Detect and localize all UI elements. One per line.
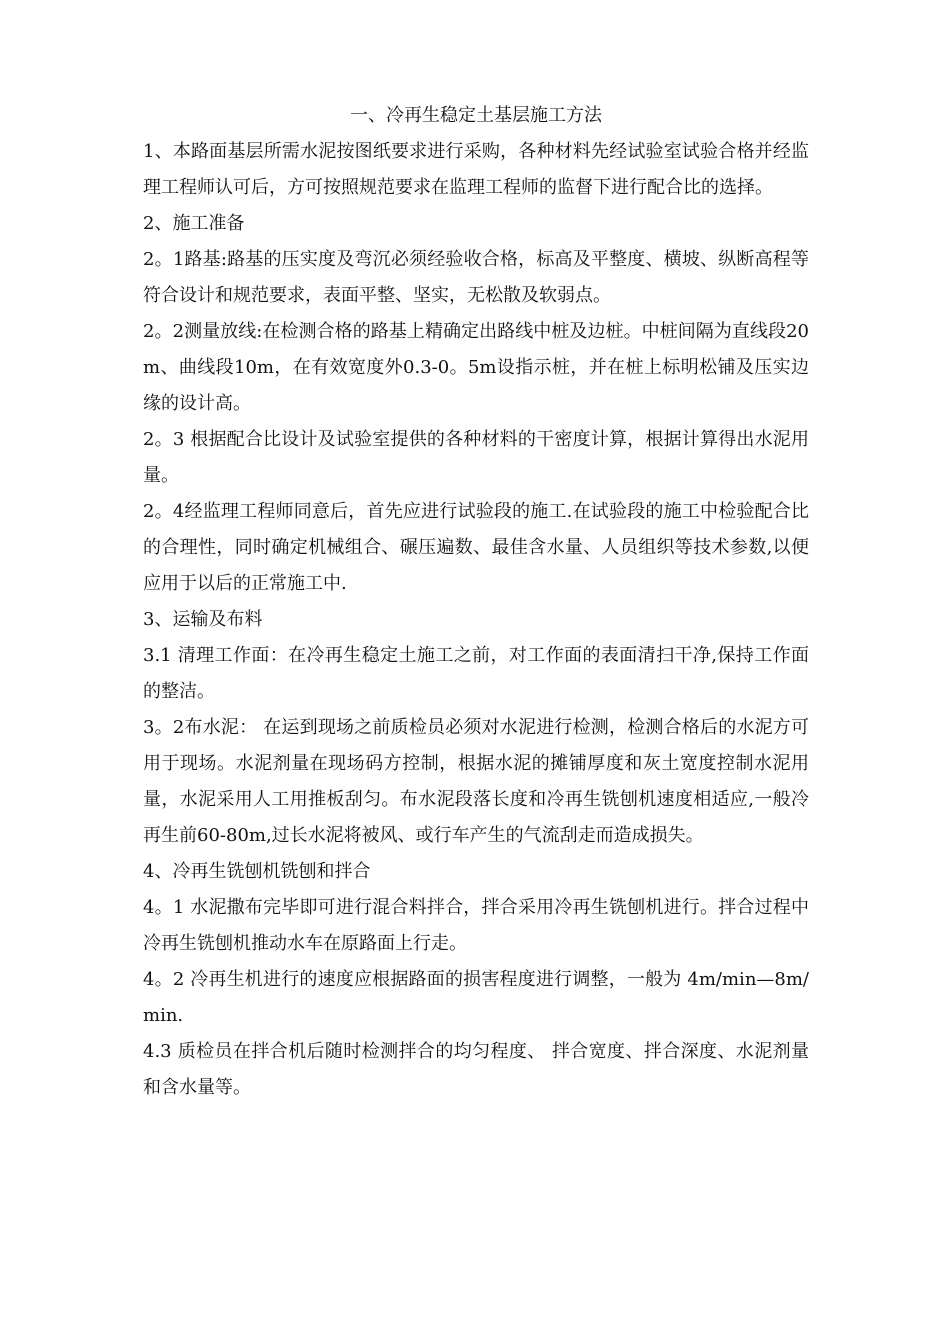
section-heading-3: 3、运输及布料 [143,609,263,630]
document-page [143,98,809,1106]
paragraph-3-1: 3.1 清理工作面：在冷再生稳定土施工之前，对工作面的表面清扫干净,保持工作面的整洁。 [143,645,809,702]
paragraph-3-2: 3。2布水泥： 在运到现场之前质检员必须对水泥进行检测，检测合格后的水泥方可用于现场。水泥剂量在现场码方控制，根据水泥的摊铺厚度和灰土宽度控制水泥用量，水泥采用人工用推板刮匀。布水泥段落长度和冷再生铣刨机速度相适应,一般冷再生前60-80m,过长水泥将被风、或行车产生的气流刮走而造成损失。 [143,717,809,846]
paragraph-1: 1、本路面基层所需水泥按图纸要求进行采购，各种材料先经试验室试验合格并经监理工程师认可后，方可按照规范要求在监理工程师的监督下进行配合比的选择。 [143,141,809,198]
paragraph-2-3: 2。3 根据配合比设计及试验室提供的各种材料的干密度计算，根据计算得出水泥用量。 [143,429,809,486]
section-heading-2: 2、施工准备 [143,213,245,234]
paragraph-4-1: 4。1 水泥撒布完毕即可进行混合料拌合，拌合采用冷再生铣刨机进行。拌合过程中冷再生铣刨机推动水车在原路面上行走。 [143,897,809,954]
document-title: 一、冷再生稳定土基层施工方法 [350,105,602,126]
section-heading-4: 4、冷再生铣刨机铣刨和拌合 [143,861,371,882]
paragraph-2-1: 2。1路基:路基的压实度及弯沉必须经验收合格，标高及平整度、横坡、纵断高程等符合设计和规范要求，表面平整、坚实，无松散及软弱点。 [143,249,809,306]
paragraph-2-2: 2。2测量放线:在检测合格的路基上精确定出路线中桩及边桩。中桩间隔为直线段20m、曲线段10m，在有效宽度外0.3-0。5m设指示桩，并在桩上标明松铺及压实边缘的设计高。 [143,321,809,414]
paragraph-4-2: 4。2 冷再生机进行的速度应根据路面的损害程度进行调整，一般为 4m/min—8m/min. [143,969,809,1026]
paragraph-4-3: 4.3 质检员在拌合机后随时检测拌合的均匀程度、 拌合宽度、拌合深度、水泥剂量和含水量等。 [143,1041,809,1098]
paragraph-2-4: 2。4经监理工程师同意后，首先应进行试验段的施工.在试验段的施工中检验配合比的合理性，同时确定机械组合、碾压遍数、最佳含水量、人员组织等技术参数,以便应用于以后的正常施工中. [143,501,809,594]
